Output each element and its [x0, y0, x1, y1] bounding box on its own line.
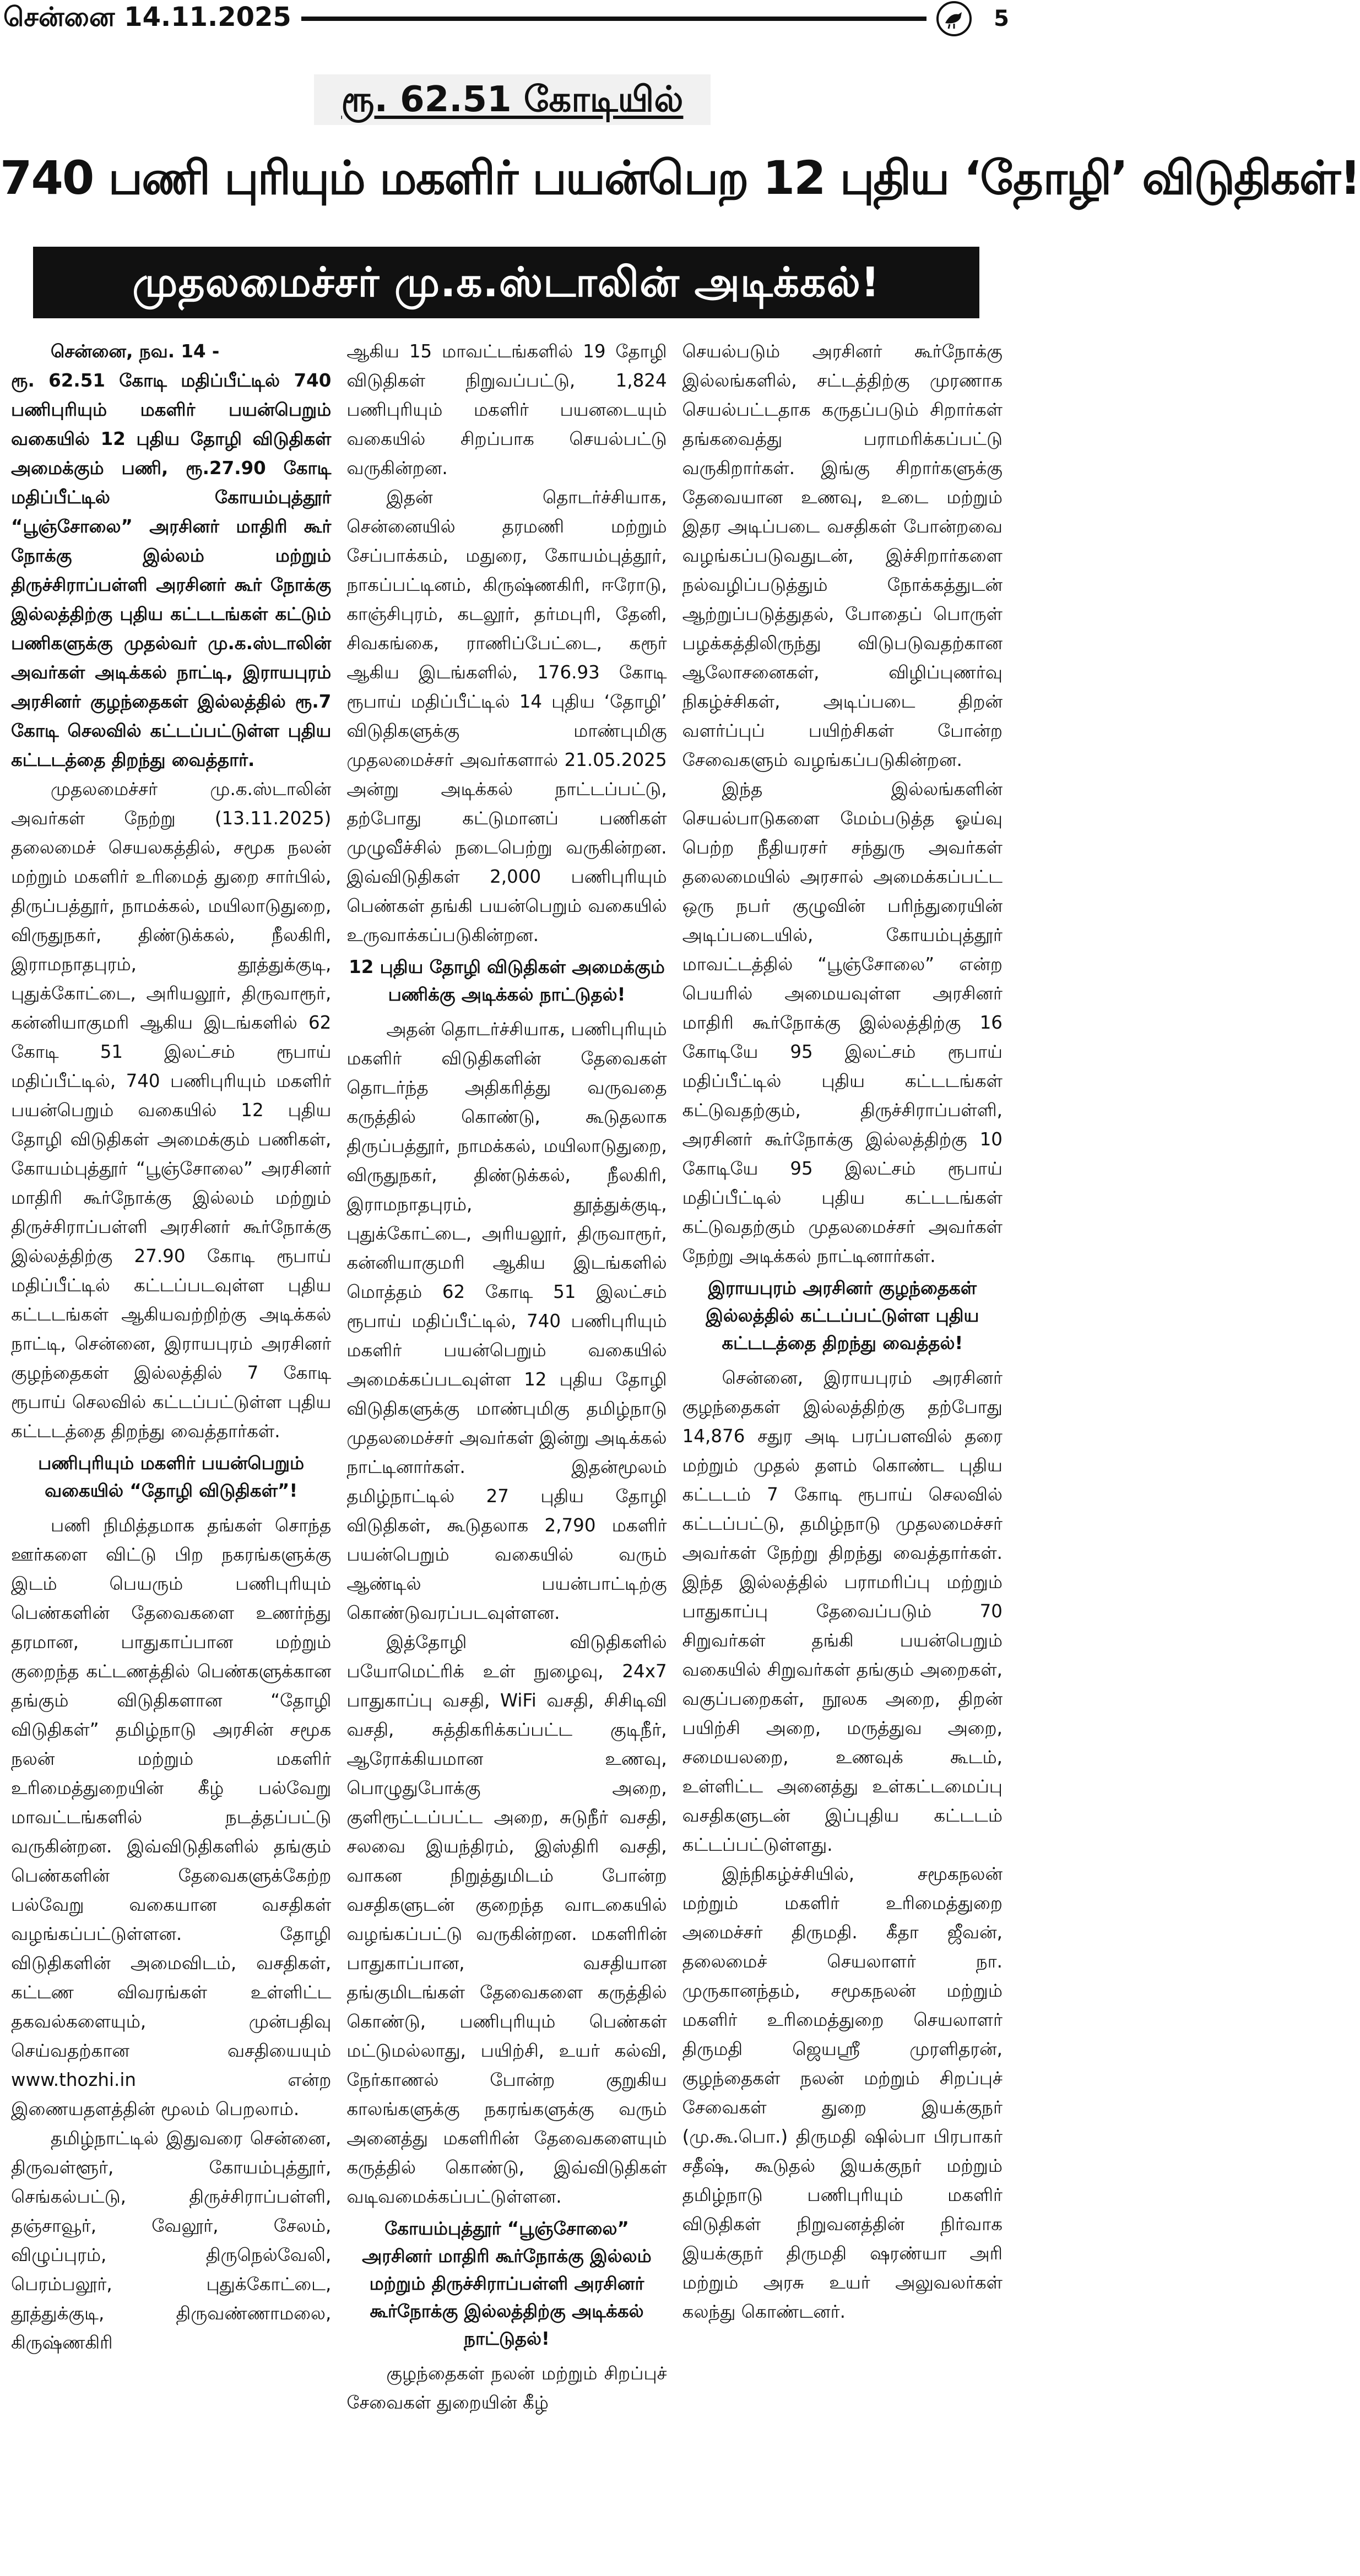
masthead-bar — [0, 0, 1012, 37]
lead-paragraph: ரூ. 62.51 கோடி மதிப்பீட்டில் 740 பணிபுரியும் மகளிர் பயன்பெறும் வகையில் 12 புதிய தோழி விடுதிகள் அமைக்கும் பணி, ரூ.27.90 கோடி மதிப்பீட்டில் கோயம்புத்தூர் “பூஞ்சோலை” அரசினர் மாதிரி கூர் நோக்கு இல்லம் மற்றும் திருச்சிராப்பள்ளி அரசினர் கூர் நோக்கு இல்லத்திற்கு புதிய கட்டடங்கள் கட்டும் பணிகளுக்கு முதல்வர் மு.க.ஸ்டாலின் அவர்கள் அடிக்கல் நாட்டி, இராயபுரம் அரசினர் குழந்தைகள் இல்லத்தில் ரூ.7 கோடி செலவில் கட்டப்பட்டுள்ள புதிய கட்டடத்தை திறந்து வைத்தார். — [11, 370, 332, 770]
column-2 — [346, 337, 667, 2567]
paragraph: தமிழ்நாட்டில் இதுவரை சென்னை, திருவள்ளூர், கோயம்புத்தூர், செங்கல்பட்டு, திருச்சிராப்பள்ளி, தஞ்சாவூர், வேலூர், சேலம், விழுப்புரம், திருநெல்வேலி, பெரம்பலூர், புதுக்கோட்டை, தூத்துக்குடி, திருவண்ணாமலை, கிருஷ்ணகிரி — [11, 2128, 332, 2353]
dateline: சென்னை, நவ. 14 - — [51, 341, 220, 362]
subheading: இராயபுரம் அரசினர் குழந்தைகள் இல்லத்தில் கட்டப்பட்டுள்ள புதிய கட்டடத்தை திறந்து வைத்தல்! — [706, 1278, 979, 1354]
article-banner: முதலமைச்சர் மு.க.ஸ்டாலின் அடிக்கல்! — [33, 247, 979, 318]
column-1 — [11, 337, 331, 2567]
article-headline: 740 பணி புரியும் மகளிர் பயன்பெற 12 புதிய ‘தோழி’ விடுதிகள்! — [0, 151, 1360, 205]
subheading: பணிபுரியும் மகளிர் பயன்பெறும் வகையில் “தோழி விடுதிகள்”! — [38, 1453, 305, 1501]
masthead-rule — [301, 17, 926, 21]
masthead-city-date: சென்னை 14.11.2025 — [3, 2, 291, 32]
paragraph: இந்நிகழ்ச்சியில், சமூகநலன் மற்றும் மகளிர் உரிமைத்துறை அமைச்சர் திருமதி. கீதா ஜீவன், தலைமைச் செயலாளர் நா. முருகானந்தம், சமூகநலன் மற்றும் மகளிர் உரிமைத்துறை செயலாளர் திருமதி ஜெயஸ்ரீ முரளிதரன், குழந்தைகள் நலன் மற்றும் சிறப்புச் சேவைகள் துறை இயக்குநர் (மு.கூ.பொ.) திருமதி ஷில்பா பிரபாகர் சதீஷ், கூடுதல் இயக்குநர் மற்றும் தமிழ்நாடு பணிபுரியும் மகளிர் விடுதிகள் நிறுவனத்தின் நிர்வாக இயக்குநர் திருமதி ஷரண்யா அரி மற்றும் அரசு உயர் அலுவலர்கள் கலந்து கொண்டனர். — [682, 1863, 1003, 2322]
paragraph: பணி நிமித்தமாக தங்கள் சொந்த ஊர்களை விட்டு பிற நகரங்களுக்கு இடம் பெயரும் பணிபுரியும் பெண்களின் தேவைகளை உணர்ந்து தரமான, பாதுகாப்பான மற்றும் குறைந்த கட்டணத்தில் பெண்களுக்கான தங்கும் விடுதிகளான “தோழி விடுதிகள்” தமிழ்நாடு அரசின் சமூக நலன் மற்றும் மகளிர் உரிமைத்துறையின் கீழ் பல்வேறு மாவட்டங்களில் நடத்தப்பட்டு வருகின்றன. இவ்விடுதிகளில் தங்கும் பெண்களின் தேவைகளுக்கேற்ற பல்வேறு வகையான வசதிகள் வழங்கப்பட்டுள்ளன. தோழி விடுதிகளின் அமைவிடம், வசதிகள், கட்டண விவரங்கள் உள்ளிட்ட தகவல்களையும், முன்பதிவு செய்வதற்கான வசதியையும் www.thozhi.in என்ற இணையதளத்தின் மூலம் பெறலாம். — [11, 1515, 332, 2120]
paragraph: இதன் தொடர்ச்சியாக, சென்னையில் தரமணி மற்றும் சேப்பாக்கம், மதுரை, கோயம்புத்தூர், நாகப்பட்டினம், கிருஷ்ணகிரி, ஈரோடு, காஞ்சிபுரம், கடலூர், தர்மபுரி, தேனி, சிவகங்கை, ராணிப்பேட்டை, கரூர் ஆகிய இடங்களில், 176.93 கோடி ரூபாய் மதிப்பீட்டில் 14 புதிய ‘தோழி’ விடுதிகளுக்கு மாண்புமிகு முதலமைச்சர் அவர்களால் 21.05.2025 அன்று அடிக்கல் நாட்டப்பட்டு, தற்போது கட்டுமானப் பணிகள் முழுவீச்சில் நடைபெற்று வருகின்றன. இவ்விடுதிகள் 2,000 பணிபுரியும் பெண்கள் தங்கி பயன்பெறும் வகையில் உருவாக்கப்படுகின்றன. — [346, 487, 667, 945]
column-3 — [682, 337, 1003, 2567]
paragraph: செயல்படும் அரசினர் கூர்நோக்கு இல்லங்களில், சட்டத்திற்கு முரணாக செயல்பட்டதாக கருதப்படும் சிறார்கள் தங்கவைத்து பராமரிக்கப்பட்டு வருகிறார்கள். இங்கு சிறார்களுக்கு தேவையான உணவு, உடை மற்றும் இதர அடிப்படை வசதிகள் போன்றவை வழங்கப்படுவதுடன், இச்சிறார்களை நல்வழிப்படுத்தும் நோக்கத்துடன் ஆற்றுப்படுத்துதல், போதைப் பொருள் பழக்கத்திலிருந்து விடுபடுவதற்கான ஆலோசனைகள், விழிப்புணர்வு நிகழ்ச்சிகள், அடிப்படை திறன் வளர்ப்புப் பயிற்சிகள் போன்ற சேவைகளும் வழங்கப்படுகின்றன. — [682, 341, 1003, 770]
paragraph: முதலமைச்சர் மு.க.ஸ்டாலின் அவர்கள் நேற்று (13.11.2025) தலைமைச் செயலகத்தில், சமூக நலன் மற்றும் மகளிர் உரிமைத் துறை சார்பில், திருப்பத்தூர், நாமக்கல், மயிலாடுதுறை, விருதுநகர், திண்டுக்கல், நீலகிரி, இராமநாதபுரம், தூத்துக்குடி, புதுக்கோட்டை, அரியலூர், திருவாரூர், கன்னியாகுமரி ஆகிய இடங்களில் 62 கோடி 51 இலட்சம் ரூபாய் மதிப்பீட்டில், 740 பணிபுரியும் மகளிர் பயன்பெறும் வகையில் 12 புதிய தோழி விடுதிகள் அமைக்கும் பணிகள், கோயம்புத்தூர் “பூஞ்சோலை” அரசினர் மாதிரி கூர்நோக்கு இல்லம் மற்றும் திருச்சிராப்பள்ளி அரசினர் கூர்நோக்கு இல்லத்திற்கு 27.90 கோடி ரூபாய் மதிப்பீட்டில் கட்டப்படவுள்ள புதிய கட்டடங்கள் ஆகியவற்றிற்கு அடிக்கல் நாட்டி, சென்னை, இராயபுரம் அரசினர் குழந்தைகள் இல்லத்தில் 7 கோடி ரூபாய் செலவில் கட்டப்பட்டுள்ள புதிய கட்டடத்தை திறந்து வைத்தார்கள். — [11, 779, 332, 1442]
paragraph: சென்னை, இராயபுரம் அரசினர் குழந்தைகள் இல்லத்திற்கு தற்போது 14,876 சதுர அடி பரப்பளவில் தரை மற்றும் முதல் தளம் கொண்ட புதிய கட்டடம் 7 கோடி ரூபாய் செலவில் கட்டப்பட்டு, தமிழ்நாடு முதலமைச்சர் அவர்கள் நேற்று திறந்து வைத்தார்கள். இந்த இல்லத்தில் பராமரிப்பு மற்றும் பாதுகாப்பு தேவைப்படும் 70 சிறுவர்கள் தங்கி பயன்பெறும் வகையில் சிறுவர்கள் தங்கும் அறைகள், வகுப்பறைகள், நூலக அறை, திறன் பயிற்சி அறை, மருத்துவ அறை, சமையலறை, உணவுக் கூடம், உள்ளிட்ட அனைத்து உள்கட்டமைப்பு வசதிகளுடன் இப்புதிய கட்டடம் கட்டப்பட்டுள்ளது. — [682, 1367, 1003, 1855]
article-kicker: ரூ. 62.51 கோடியில் — [314, 74, 711, 125]
paragraph: அதன் தொடர்ச்சியாக, பணிபுரியும் மகளிர் விடுதிகளின் தேவைகள் தொடர்ந்த அதிகரித்து வருவதை கருத்தில் கொண்டு, கூடுதலாக திருப்பத்தூர், நாமக்கல், மயிலாடுதுறை, விருதுநகர், திண்டுக்கல், நீலகிரி, இராமநாதபுரம், தூத்துக்குடி, புதுக்கோட்டை, அரியலூர், திருவாரூர், கன்னியாகுமரி ஆகிய இடங்களில் மொத்தம் 62 கோடி 51 இலட்சம் ரூபாய் மதிப்பீட்டில், 740 பணிபுரியும் மகளிர் பயன்பெறும் வகையில் அமைக்கப்படவுள்ள 12 புதிய தோழி விடுதிகளுக்கு மாண்புமிகு தமிழ்நாடு முதலமைச்சர் அவர்கள் இன்று அடிக்கல் நாட்டினார்கள். இதன்மூலம் தமிழ்நாட்டில் 27 புதிய தோழி விடுதிகள், கூடுதலாக 2,790 மகளிர் பயன்பெறும் வகையில் வரும் ஆண்டில் பயன்பாட்டிற்கு கொண்டுவரப்படவுள்ளன. — [346, 1019, 667, 1623]
paragraph: ஆகிய 15 மாவட்டங்களில் 19 தோழி விடுதிகள் நிறுவப்பட்டு, 1,824 பணிபுரியும் மகளிர் பயனடையும் வகையில் சிறப்பாக செயல்பட்டு வருகின்றன. — [346, 341, 667, 479]
paragraph: குழந்தைகள் நலன் மற்றும் சிறப்புச் சேவைகள் துறையின் கீழ் — [346, 2363, 667, 2413]
article-body — [11, 337, 1003, 2567]
subheading: கோயம்புத்தூர் “பூஞ்சோலை” அரசினர் மாதிரி கூர்நோக்கு இல்லம் மற்றும் திருச்சிராப்பள்ளி அரசினர் கூர்நோக்கு இல்லத்திற்கு அடிக்கல் நாட்டுதல்! — [362, 2218, 652, 2349]
paragraph: இந்த இல்லங்களின் செயல்பாடுகளை மேம்படுத்த ஓய்வு பெற்ற நீதியரசர் சந்துரு அவர்கள் தலைமையில் அரசால் அமைக்கப்பட்ட ஒரு நபர் குழுவின் பரிந்துரையின் அடிப்படையில், கோயம்புத்தூர் மாவட்டத்தில் “பூஞ்சோலை” என்ற பெயரில் அமையவுள்ள அரசினர் மாதிரி கூர்நோக்கு இல்லத்திற்கு 16 கோடியே 95 இலட்சம் ரூபாய் மதிப்பீட்டில் புதிய கட்டடங்கள் கட்டுவதற்கும், திருச்சிராப்பள்ளி, அரசினர் கூர்நோக்கு இல்லத்திற்கு 10 கோடியே 95 இலட்சம் ரூபாய் மதிப்பீட்டில் புதிய கட்டடங்கள் கட்டுவதற்கும் முதலமைச்சர் அவர்கள் நேற்று அடிக்கல் நாட்டினார்கள். — [682, 779, 1003, 1267]
paragraph: இத்தோழி விடுதிகளில் பயோமெட்ரிக் உள் நுழைவு, 24x7 பாதுகாப்பு வசதி, WiFi வசதி, சிசிடிவி வசதி, சுத்திகரிக்கப்பட்ட குடிநீர், ஆரோக்கியமான உணவு, பொழுதுபோக்கு அறை, குளிரூட்டப்பட்ட அறை, சுடுநீர் வசதி, சலவை இயந்திரம், இஸ்திரி வசதி, வாகன நிறுத்துமிடம் போன்ற வசதிகளுடன் குறைந்த வாடகையில் வழங்கப்பட்டு வருகின்றன. மகளிரின் பாதுகாப்பான, வசதியான தங்குமிடங்கள் தேவைகளை கருத்தில் கொண்டு, பணிபுரியும் பெண்கள் மட்டுமல்லாது, பயிற்சி, உயர் கல்வி, நேர்காணல் போன்ற குறுகிய காலங்களுக்கு நகரங்களுக்கு வரும் அனைத்து மகளிரின் தேவைகளையும் கருத்தில் கொண்டு, இவ்விடுதிகள் வடிவமைக்கப்பட்டுள்ளன. — [346, 1632, 667, 2207]
sunrise-emblem-icon — [936, 1, 972, 36]
page-number: 5 — [994, 6, 1009, 31]
subheading: 12 புதிய தோழி விடுதிகள் அமைக்கும் பணிக்கு அடிக்கல் நாட்டுதல்! — [349, 957, 665, 1005]
